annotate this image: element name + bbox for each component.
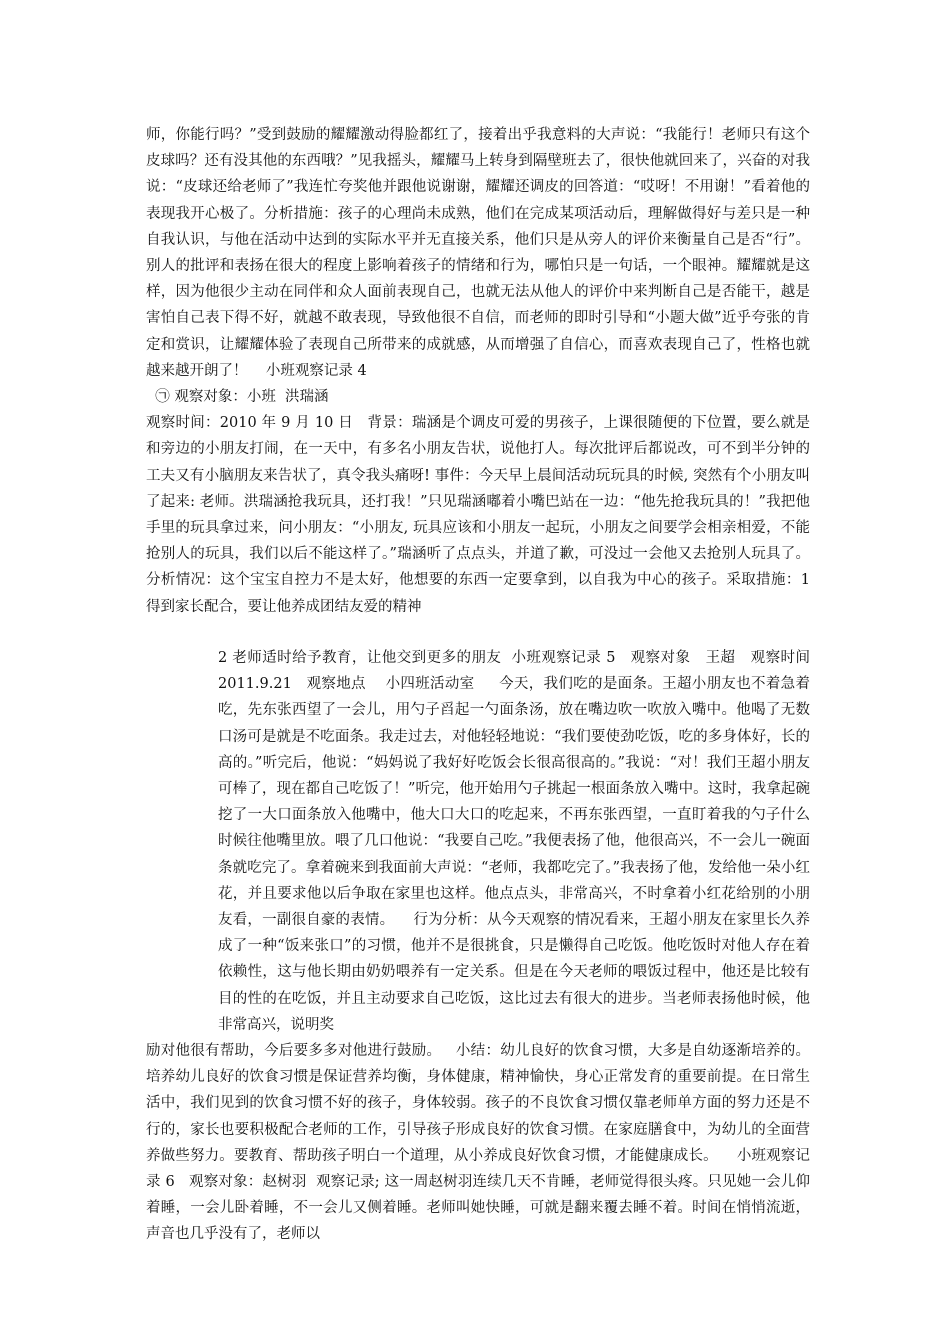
paragraph-record-4-subject: ㉠ 观察对象：小班 洪瑞涵 [146,389,329,406]
text-block-bottom [146,645,829,1248]
paragraph-summary-record-6: 励对他很有帮助，今后要多多对他进行鼓励。 小结：幼儿良好的饮食习惯，大多是自幼逐渐培养的。培养幼儿良好的饮食习惯是保证营养均衡，身体健康，精神愉快，身心正常发育的重要前提。在日常生活中，我们见到的饮食习惯不好的孩子，身体较弱。孩子的不良饮食习惯仅靠老师单方面的努力还是不行的，家长也要积极配合老师的工作，引导孩子形成良好的饮食习惯。在家庭膳食中，为幼儿的全面营养做些努力。要教育、帮助孩子明白一个道理，从小养成良好饮食习惯，才能健康成长。 小班观察记录 6 观察对象：赵树羽 观察记录; 这一周赵树羽连续几天不肯睡，老师觉得很头疼。只见她一会儿仰着睡，一会儿卧着睡，不一会儿又侧着睡。老师叫她快睡，可就是翻来覆去睡不着。时间在悄悄流逝，声音也几乎没有了，老师以 [146,1043,810,1243]
paragraph-record-5: 2 老师适时给予教育，让他交到更多的朋友 小班观察记录 5 观察对象 王超 观察时间 2011.9.21 观察地点 小四班活动室 今天，我们吃的是面条。王超小朋友也不着急着吃，先东张西望了一会儿，用勺子舀起一勺面条汤，放在嘴边吹一吹放入嘴中。他喝了无数口汤可是就是不吃面条。我走过去，对他轻轻地说：“我们要使劲吃饭，吃的多身体好，长的高的。”听完后，他说：“妈妈说了我好好吃饭会长很高很高的。”我说：“对！我们王超小朋友可棒了，现在都自己吃饭了！”听完，他开始用勺子挑起一根面条放入嘴中。这时，我拿起碗挖了一大口面条放入他嘴中，他大口大口的吃起来，不再东张西望，一直盯着我的勺子什么时候往他嘴里放。喂了几口他说：“我要自己吃。”我便表扬了他，他很高兴，不一会儿一碗面条就吃完了。拿着碗来到我面前大声说：“老师，我都吃完了。”我表扬了他，发给他一朵小红花，并且要求他以后争取在家里也这样。他点点头，非常高兴，不时拿着小红花给别的小朋友看，一副很自豪的表情。 行为分析：从今天观察的情况看来，王超小朋友在家里长久养成了一种“饭来张口”的习惯，他并不是很挑食，只是懒得自己吃饭。他吃饭时对他人存在着依赖性，这与他长期由奶奶喂养有一定关系。但是在今天老师的喂饭过程中，他还是比较有目的性的在吃饭，并且主动要求自己吃饭，这比过去有很大的进步。当老师表扬他时候，他非常高兴，说明奖 [218,650,829,1033]
text-block-top [146,122,815,620]
paragraph-record-4-body: 观察时间：2010 年 9 月 10 日 背景：瑞涵是个调皮可爱的男孩子，上课很随便的下位置，要么就是和旁边的小朋友打闹，在一天中，有多名小朋友告状，说他打人。每次批评后都说改，可不到半分钟的工夫又有小脑朋友来告状了，真令我头痛呀! 事件：今天早上晨间活动玩玩具的时候, 突然有个小朋友叫了起来: 老师。洪瑞涵抢我玩具，还打我！”只见瑞涵嘟着小嘴巴站在一边：“他先抢我玩具的！”我把他手里的玩具拿过来，问小朋友：“小朋友, 玩具应该和小朋友一起玩，小朋友之间要学会相亲相爱，不能抢别人的玩具，我们以后不能这样了。”瑞涵听了点点头，并道了歉，可没过一会他又去抢别人玩具了。 分析情况：这个宝宝自控力不是太好，他想要的东西一定要拿到，以自我为中心的孩子。采取措施：1 得到家长配合，要让他养成团结友爱的精神 [146,415,815,615]
paragraph-record-3-analysis: 师，你能行吗？”受到鼓励的耀耀激动得脸都红了，接着出乎我意料的大声说：“我能行！老师只有这个皮球吗？还有没其他的东西哦？”见我摇头，耀耀马上转身到隔壁班去了，很快他就回来了，兴奋的对我说：“皮球还给老师了”我连忙夸奖他并跟他说谢谢，耀耀还调皮的回答道：“哎呀！不用谢！”看着他的表现我开心极了。分析措施：孩子的心理尚未成熟，他们在完成某项活动后，理解做得好与差只是一种自我认识，与他在活动中达到的实际水平并无直接关系，他们只是从旁人的评价来衡量自己是否“行”。别人的批评和表扬在很大的程度上影响着孩子的情绪和行为，哪怕只是一句话，一个眼神。耀耀就是这样，因为他很少主动在同伴和众人面前表现自己，也就无法从他人的评价中来判断自己是否能干，越是害怕自己表下得不好，就越不敢表现，导致他很不自信，而老师的即时引导和“小题大做”近乎夸张的肯定和赏识，让耀耀体验了表现自己所带来的成就感，从而增强了自信心，而喜欢表现自己了，性格也就越来越开朗了！ 小班观察记录 4 [146,127,810,379]
